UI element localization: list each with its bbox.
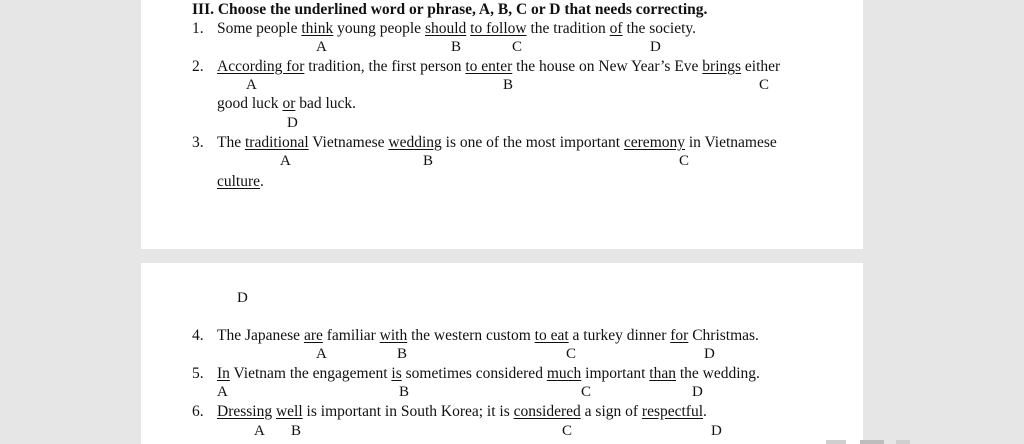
label-1a: A [316,39,327,55]
option-6c: considered [513,403,581,420]
option-4d: for [670,327,689,344]
option-3d: culture [217,173,261,190]
option-2b: to enter [465,58,513,75]
question-2-sentence: According for tradition, the first person to enter the house on New Year’s Eve brings either [217,58,781,75]
label-3d: D [237,290,248,306]
label-3a: A [280,153,291,169]
status-bar-segment [896,440,910,444]
question-6-sentence: Dressing well is important in South Korea; it is considered a sign of respectful. [217,403,707,420]
option-2c: brings [702,58,742,75]
option-3b: wedding [388,134,442,151]
label-6d: D [711,423,722,439]
option-4a: are [303,327,323,344]
label-4d: D [704,346,715,362]
label-4a: A [316,346,327,362]
option-3c: ceremony [623,134,685,151]
label-3c: C [679,153,690,169]
label-5a: A [217,384,228,400]
label-5b: B [399,384,410,400]
question-1-sentence: Some people think young people should to follow the tradition of the society. [217,20,697,37]
question-4-number: 4. [192,327,204,344]
option-6b: well [275,403,303,420]
question-2-number: 2. [192,58,204,75]
section-heading: III. Choose the underlined word or phrase, A, B, C or D that needs correcting. [192,1,708,18]
label-6b: B [291,423,302,439]
label-5c: C [581,384,592,400]
question-3-sentence: The traditional Vietnamese wedding is one of the most important ceremony in Vietnamese [217,134,777,151]
label-2b: B [503,77,514,93]
status-bar-segment [826,440,846,444]
label-6c: C [562,423,573,439]
label-1c: C [512,39,523,55]
option-6a: Dressing [217,403,273,420]
label-1d: D [650,39,661,55]
label-2a: A [246,77,257,93]
option-3a: traditional [244,134,309,151]
label-5d: D [692,384,703,400]
label-1b: B [451,39,462,55]
option-2a: According for [217,58,305,75]
label-2c: C [759,77,770,93]
question-2-sentence-line-2: good luck or bad luck. [217,95,357,112]
option-5b: is [391,365,402,382]
label-4c: C [566,346,577,362]
question-6-number: 6. [192,403,204,420]
label-6a: A [254,423,265,439]
option-1b: should [424,20,467,37]
option-1a: think [301,20,334,37]
option-5c: much [546,365,582,382]
label-2d: D [287,115,298,131]
question-3-sentence-line-2: culture. [217,173,264,190]
question-1-number: 1. [192,20,204,37]
question-5-sentence: In Vietnam the engagement is sometimes considered much important than the wedding. [217,365,760,382]
option-4c: to eat [534,327,569,344]
option-2d: or [282,95,296,112]
option-6d: respectful [641,403,704,420]
label-4b: B [397,346,408,362]
status-bar-segment [860,440,884,444]
label-3b: B [423,153,434,169]
option-1d: of [609,20,623,37]
option-5a: In [217,365,230,382]
question-5-number: 5. [192,365,204,382]
question-3-number: 3. [192,134,204,151]
option-4b: with [379,327,408,344]
option-1c: to follow [470,20,527,37]
option-5d: than [649,365,676,382]
question-4-sentence: The Japanese are familiar with the western custom to eat a turkey dinner for Christmas. [217,327,759,344]
